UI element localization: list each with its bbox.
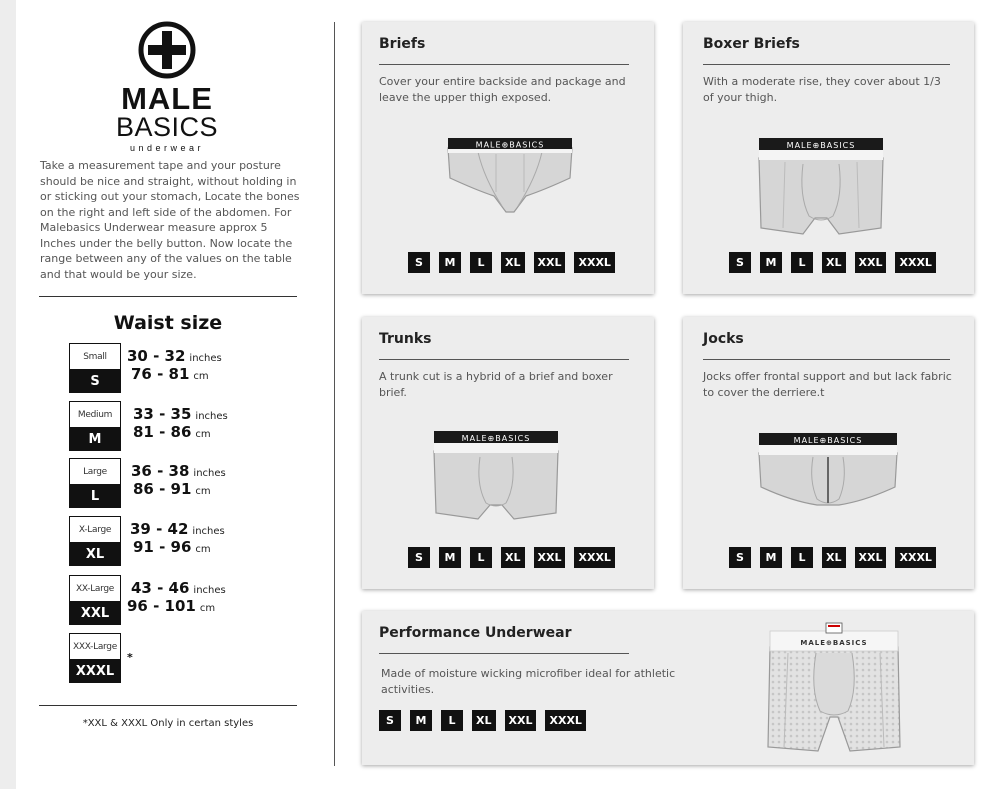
svg-text:MALE⊕BASICS: MALE⊕BASICS [793,436,863,445]
left-margin-strip [0,0,16,789]
cm-unit: cm [193,371,209,382]
divider [39,296,297,297]
size-chip: XL [501,547,525,568]
size-chip: L [470,547,492,568]
cm-unit: cm [195,486,211,497]
style-title: Performance Underwear [379,625,572,641]
style-description: A trunk cut is a hybrid of a brief and boxer brief. [379,370,613,399]
size-chip: L [791,547,813,568]
size-name: XX-Large [70,576,120,601]
size-chip: XXL [534,252,566,273]
style-card-briefs [362,22,654,294]
performance-underwear-illustration [764,619,904,757]
size-measurements [133,405,228,441]
style-description: Made of moisture wicking microfiber ideal for athletic activities. [381,667,676,696]
size-chip: XXL [505,710,537,731]
inches-range: 30 - 32 [127,347,186,365]
trunks-illustration [430,427,562,525]
size-chip: M [439,547,461,568]
cm-unit: cm [195,429,211,440]
size-chip: S [379,710,401,731]
size-chip: XXXL [895,547,935,568]
inches-unit: inches [192,526,225,537]
svg-text:MALE⊕BASICS: MALE⊕BASICS [461,434,531,443]
size-measurements [127,347,222,383]
size-name: Large [70,459,120,484]
style-description: With a moderate rise, they cover about 1/3 of your thigh. [703,75,941,104]
available-sizes [408,252,615,273]
boxer-briefs-illustration [755,134,887,242]
measurement-instructions: Take a measurement tape and your posture should be nice and straight, without holding in or sticking out your stomach, Locate the bones on the right and left side of the abdomen. For Malebasics Underwear measure approx 5 Inches under the belly button. Now locate the range between any of the values on the table and that would be your size. [40,159,300,281]
brand-logo [112,20,222,153]
inches-range: 39 - 42 [130,520,189,538]
size-row [69,401,309,451]
cm-range: 81 - 86 [133,423,192,441]
size-code: M [70,427,120,451]
size-chip: XXXL [574,547,614,568]
size-chip: M [439,252,461,273]
size-row [69,516,309,566]
svg-text:MALE⊕BASICS: MALE⊕BASICS [475,140,545,150]
size-chip: S [729,547,751,568]
size-measurements [127,579,226,615]
style-description: Jocks offer frontal support and but lack fabric to cover the derriere.t [703,370,952,399]
footnote: *XXL & XXXL Only in certan styles [82,718,254,729]
cm-range: 91 - 96 [133,538,192,556]
available-sizes [408,547,615,568]
style-title: Jocks [703,331,744,347]
cm-unit: cm [195,544,211,555]
size-label-box [69,401,121,451]
style-title: Briefs [379,36,426,52]
inches-range: 43 - 46 [131,579,190,597]
size-chip: L [441,710,463,731]
size-name: Small [70,344,120,369]
style-description: Cover your entire backside and package and leave the upper thigh exposed. [379,75,626,104]
asterisk-note: * [127,651,133,664]
available-sizes [729,252,936,273]
title-rule [379,359,629,360]
size-label-box [69,343,121,393]
available-sizes [379,710,586,731]
title-rule [379,653,629,654]
size-row [69,575,309,625]
size-chip: XXL [855,547,887,568]
size-chip: L [791,252,813,273]
brand-tagline: underwear [129,143,205,153]
size-chip: M [760,252,782,273]
size-code: XXXL [70,659,120,683]
size-chip: S [729,252,751,273]
size-chip: XXXL [895,252,935,273]
plus-circle-icon [137,20,197,80]
size-label-box [69,458,121,508]
title-rule [703,64,950,65]
jocks-illustration [755,429,901,513]
style-title: Boxer Briefs [703,36,800,52]
style-card-jocks [683,317,974,589]
size-chip: M [760,547,782,568]
size-measurements [130,520,225,556]
size-code: XXL [70,601,120,625]
size-chip: XXL [855,252,887,273]
inches-unit: inches [193,468,226,479]
divider [39,705,297,706]
size-row [69,633,309,683]
size-chip: XL [822,547,846,568]
size-chip: M [410,710,432,731]
cm-range: 86 - 91 [133,480,192,498]
size-measurements [131,462,226,498]
size-label-box [69,516,121,566]
cm-range: 96 - 101 [127,597,196,615]
size-code: L [70,484,120,508]
size-chip: XXL [534,547,566,568]
size-chip: XL [501,252,525,273]
size-code: S [70,369,120,393]
inches-range: 36 - 38 [131,462,190,480]
size-name: X-Large [70,517,120,542]
size-chip: XXXL [574,252,614,273]
inches-unit: inches [195,411,228,422]
inches-unit: inches [193,585,226,596]
size-chip: S [408,547,430,568]
cm-unit: cm [199,603,216,614]
size-code: XL [70,542,120,566]
size-chip: XL [822,252,846,273]
style-title: Trunks [379,331,432,347]
svg-text:MALE⊕BASICS: MALE⊕BASICS [800,639,868,647]
briefs-illustration [444,134,576,216]
brand-name-line1: MALE [121,81,213,116]
column-divider [334,22,335,766]
cm-range: 76 - 81 [131,365,190,383]
size-label-box [69,575,121,625]
inches-unit: inches [189,353,222,364]
size-row [69,458,309,508]
style-card-trunks [362,317,654,589]
svg-text:MALE⊕BASICS: MALE⊕BASICS [786,141,856,150]
size-chip: S [408,252,430,273]
available-sizes [729,547,936,568]
inches-range: 33 - 35 [133,405,192,423]
title-rule [703,359,950,360]
title-rule [379,64,629,65]
size-label-box [69,633,121,683]
style-card-performance-underwear [362,611,974,765]
brand-name-line2: BASICS [115,112,219,142]
size-chip: L [470,252,492,273]
size-chip: XL [472,710,496,731]
size-name: Medium [70,402,120,427]
size-chip: XXXL [545,710,585,731]
size-row [69,343,309,393]
waist-size-title: Waist size [113,312,223,334]
style-card-boxer-briefs [683,22,974,294]
size-name: XXX-Large [70,634,120,659]
